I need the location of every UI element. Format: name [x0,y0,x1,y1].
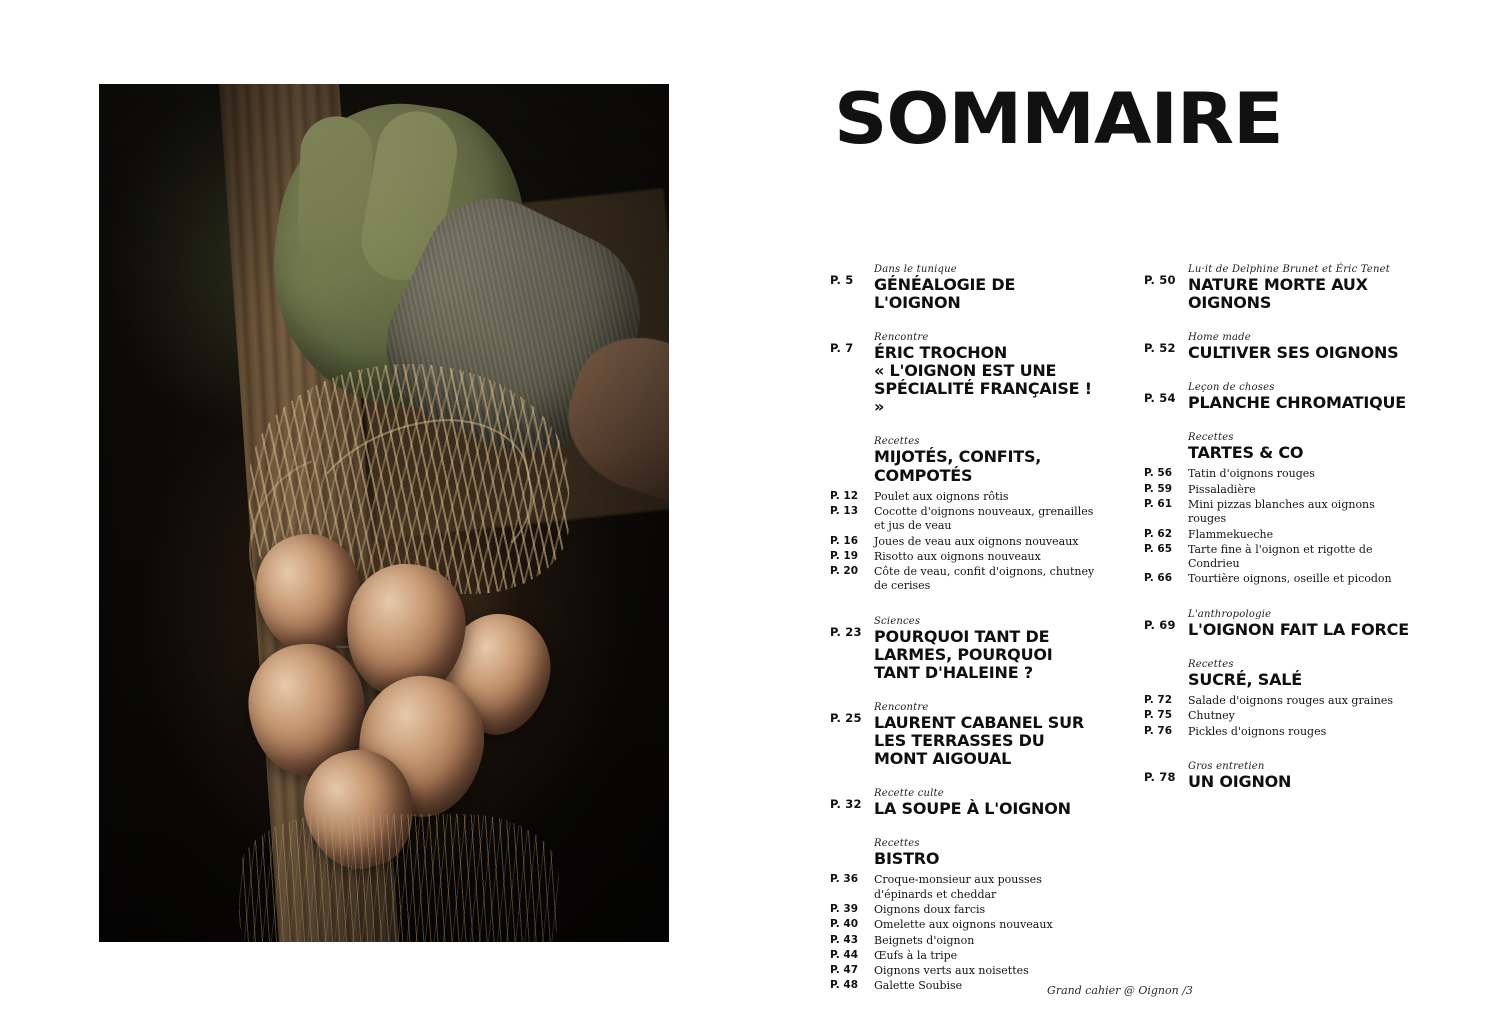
toc-section-body [1188,659,1410,689]
toc-entry-body [1188,332,1410,362]
toc-recipe-page: P. 66 [1144,572,1173,585]
toc-recipe-page: P. 44 [830,948,859,961]
toc-entry-kicker: Rencontre [874,701,929,713]
toc-entry-headline: L'OIGNON FAIT LA FORCE [1188,619,1409,639]
toc-entry-headline: PLANCHE CHROMATIQUE [1188,393,1407,413]
toc-entry-headline: POURQUOI TANT DE LARMES, POURQUOI TANT D'HALEINE ? [874,626,1053,682]
toc-recipe-page: P. 43 [830,933,859,946]
toc-recipe-title: Cocotte d'oignons nouveaux, grenailles et jus de veau [874,504,1094,533]
toc-recipe-row[interactable] [830,550,1096,564]
toc-entry-headline: ÉRIC TROCHON « L'OIGNON EST UNE SPÉCIALITÉ FRANÇAISE ! » [874,343,1092,417]
photo-background [99,84,669,942]
toc-recipe-title: Flammekueche [1188,527,1274,541]
toc-entry[interactable] [830,264,1096,312]
toc-recipe-list [830,490,1096,594]
toc-entry-headline: CULTIVER SES OIGNONS [1188,343,1399,363]
toc-entry-body [1188,264,1410,312]
toc-recipe-row[interactable] [830,918,1096,932]
toc-recipe-page: P. 48 [830,979,859,992]
toc-entry[interactable] [1144,761,1410,791]
toc-entry-page: P. 50 [1144,273,1176,287]
toc-recipe-title: Tarte fine à l'oignon et rigotte de Condrieu [1188,542,1373,571]
toc-recipe-page: P. 20 [830,565,859,578]
page-title: SOMMAIRE [834,78,1283,160]
toc-recipe-page: P. 36 [830,873,859,886]
toc-recipe-title: Mini pizzas blanches aux oignons rouges [1188,497,1375,526]
toc-section [830,838,1096,993]
toc-section-headline: SUCRÉ, SALÉ [1188,669,1302,689]
toc-section-kicker: Recettes [1188,432,1234,444]
toc-section-header [1144,659,1410,689]
toc-entry-page: P. 52 [1144,341,1176,356]
toc-recipe-page: P. 65 [1144,542,1173,555]
toc-recipe-row[interactable] [1144,694,1410,708]
toc-section-header [830,436,1096,484]
toc-recipe-title: Poulet aux oignons rôtis [874,489,1009,503]
toc-entry-page: P. 54 [1144,391,1176,406]
toc-recipe-row[interactable] [830,934,1096,948]
toc-recipe-title: Croque-monsieur aux pousses d'épinards et cheddar [874,873,1042,901]
toc-recipe-row[interactable] [1144,572,1410,586]
onion-bundle [209,414,589,884]
contents-column-right [1096,264,1410,1016]
toc-recipe-row[interactable] [830,565,1096,594]
toc-entry[interactable] [1144,332,1410,362]
toc-entry[interactable] [830,788,1096,818]
toc-recipe-title: Pickles d'oignons rouges [1188,724,1327,738]
toc-recipe-page: P. 12 [830,489,859,502]
toc-entry-body [1188,761,1410,791]
toc-recipe-title: Oignons doux farcis [874,902,986,916]
toc-recipe-page: P. 19 [830,549,859,562]
toc-entry-page: P. 7 [830,341,854,356]
toc-entry-kicker: Home made [1188,332,1251,344]
toc-entry-headline: LA SOUPE À L'OIGNON [874,799,1071,819]
toc-section-body [874,436,1096,484]
toc-entry-kicker: Rencontre [874,332,929,344]
toc-entry-page: P. 69 [1144,617,1176,632]
onion-photograph [99,84,669,942]
toc-section [830,436,1096,593]
toc-recipe-page: P. 40 [830,918,859,931]
toc-entry-body [1188,609,1410,639]
toc-entry-body [874,332,1096,416]
toc-entry-headline: UN OIGNON [1188,771,1292,791]
toc-entry[interactable] [1144,382,1410,412]
toc-entry[interactable] [830,702,1096,768]
toc-recipe-page: P. 16 [830,534,859,547]
toc-section-headline: TARTES & CO [1188,443,1304,463]
toc-recipe-list [830,873,1096,993]
toc-recipe-page: P. 76 [1144,724,1173,737]
toc-recipe-title: Tatin d'oignons rouges [1188,467,1315,481]
toc-entry-body [874,264,1096,312]
toc-entry-kicker: Lu·it de Delphine Brunet et Éric Tenet [1188,264,1390,275]
toc-entry-body [1188,382,1410,412]
toc-recipe-row[interactable] [830,490,1096,504]
toc-recipe-row[interactable] [830,873,1096,902]
toc-recipe-title: Œufs à la tripe [874,948,958,962]
toc-entry[interactable] [830,332,1096,416]
toc-section-headline: BISTRO [874,849,940,869]
toc-entry-headline: LAURENT CABANEL SUR LES TERRASSES DU MONT AIGOUAL [874,712,1085,769]
toc-recipe-title: Joues de veau aux oignons nouveaux [874,534,1079,548]
toc-entry-kicker: L'anthropologie [1188,608,1272,620]
toc-recipe-page: P. 75 [1144,709,1173,722]
toc-section-headline: MIJOTÉS, CONFITS, COMPOTÉS [874,447,1042,485]
toc-entry[interactable] [1144,264,1410,312]
toc-entry[interactable] [830,616,1096,682]
toc-section-kicker: Recettes [874,436,920,448]
toc-entry-page: P. 25 [830,710,862,725]
toc-entry-body [874,702,1096,768]
toc-recipe-page: P. 62 [1144,527,1173,540]
toc-recipe-row[interactable] [830,949,1096,963]
toc-recipe-row[interactable] [830,535,1096,549]
toc-section [1144,432,1410,586]
toc-recipe-title: Galette Soubise [874,979,963,993]
toc-section [1144,659,1410,739]
toc-recipe-title: Côte de veau, confit d'oignons, chutney de cerises [874,565,1095,593]
toc-recipe-title: Risotto aux oignons nouveaux [874,549,1041,563]
toc-recipe-title: Beignets d'oignon [874,933,975,947]
toc-recipe-title: Salade d'oignons rouges aux graines [1188,693,1394,707]
toc-entry-kicker: Leçon de choses [1188,382,1275,394]
toc-recipe-title: Oignons verts aux noisettes [874,964,1029,978]
toc-recipe-row[interactable] [830,964,1096,978]
toc-entry-kicker: Gros entretien [1188,760,1265,772]
toc-recipe-row[interactable] [830,505,1096,534]
toc-entry-body [874,616,1096,682]
toc-entry-page: P. 32 [830,797,862,812]
toc-section-body [874,838,1096,868]
toc-entry-kicker: Dans le tunique [874,264,957,275]
toc-recipe-row[interactable] [1144,725,1410,739]
contents-column-left [830,264,1096,1016]
toc-recipe-row[interactable] [1144,709,1410,723]
toc-entry[interactable] [1144,609,1410,639]
toc-recipe-list [1144,467,1410,586]
toc-section-body [1188,432,1410,462]
toc-recipe-page: P. 13 [830,504,859,517]
contents-columns [830,264,1410,1016]
toc-entry-headline: NATURE MORTE AUX OIGNONS [1188,275,1368,313]
toc-entry-kicker: Sciences [874,615,921,627]
toc-entry-page: P. 78 [1144,769,1176,784]
toc-recipe-row[interactable] [1144,467,1410,481]
toc-entry-page: P. 5 [830,273,854,287]
toc-section-kicker: Recettes [874,838,920,850]
toc-section-header [1144,432,1410,462]
onion-roots [239,814,559,942]
toc-recipe-page: P. 56 [1144,467,1173,480]
toc-entry-kicker: Recette culte [874,788,944,800]
toc-entry-page: P. 23 [830,624,862,639]
toc-recipe-page: P. 59 [1144,482,1173,495]
toc-recipe-page: P. 61 [1144,497,1173,510]
toc-section-header [830,838,1096,868]
toc-entry-headline: GÉNÉALOGIE DE L'OIGNON [874,275,1016,313]
page-footer: Grand cahier @ Oignon /3 [1047,984,1193,997]
toc-recipe-title: Pissaladière [1188,482,1256,496]
toc-recipe-page: P. 72 [1144,693,1173,706]
toc-recipe-title: Omelette aux oignons nouveaux [874,918,1053,932]
toc-recipe-row[interactable] [1144,498,1410,527]
toc-recipe-row[interactable] [830,903,1096,917]
contents-panel [830,78,1410,1016]
toc-section-kicker: Recettes [1188,658,1234,670]
toc-recipe-page: P. 39 [830,902,859,915]
toc-recipe-title: Chutney [1188,709,1235,723]
toc-recipe-row[interactable] [1144,528,1410,542]
toc-recipe-row[interactable] [1144,543,1410,572]
toc-recipe-row[interactable] [1144,483,1410,497]
toc-entry-body [874,788,1096,818]
toc-recipe-title: Tourtière oignons, oseille et picodon [1188,572,1392,586]
toc-recipe-list [1144,694,1410,739]
toc-recipe-page: P. 47 [830,964,859,977]
